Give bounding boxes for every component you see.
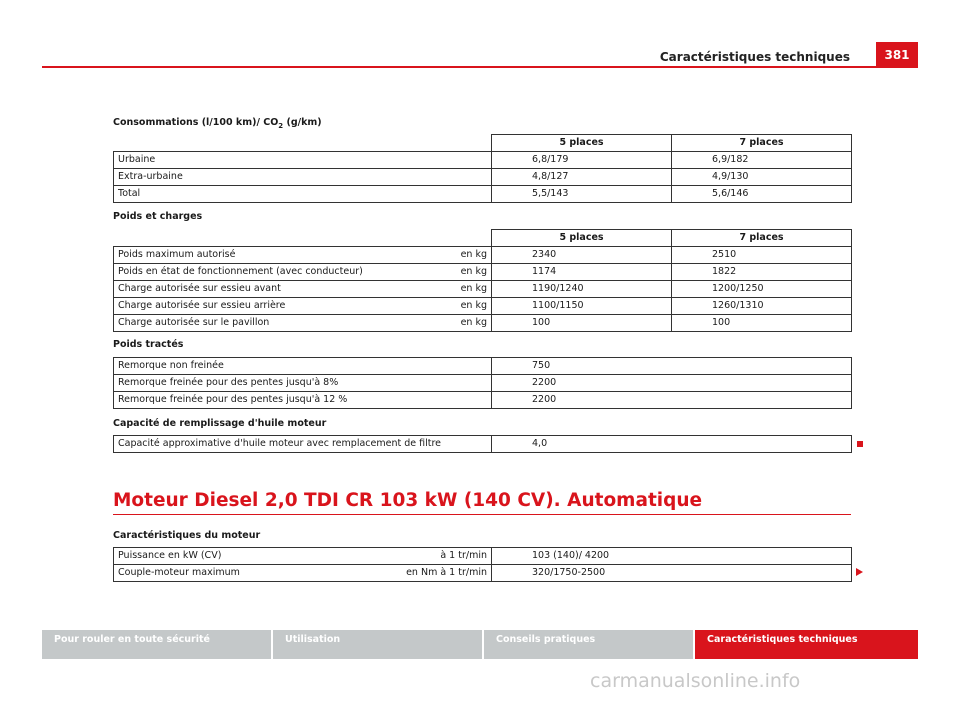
engine-label: Caractéristiques du moteur: [113, 530, 261, 541]
table-row: [114, 169, 852, 186]
row-unit: en kg: [436, 281, 492, 298]
table-row: [114, 186, 852, 203]
oil-label: Capacité de remplissage d'huile moteur: [113, 418, 327, 429]
oil-table: [113, 435, 852, 453]
table-row: [114, 358, 852, 375]
table-header-cell: 7 places: [672, 135, 852, 152]
table-row: [114, 565, 852, 582]
row-label: Poids maximum autorisé: [114, 247, 436, 264]
row-label: Remorque freinée pour des pentes jusqu'à 12 %: [114, 392, 492, 409]
row-value: 4,8/127: [492, 169, 672, 186]
row-value: 2510: [672, 247, 852, 264]
section-end-marker-icon: [857, 441, 863, 447]
row-unit: en kg: [436, 247, 492, 264]
consumption-table: [113, 134, 852, 203]
row-value: 1190/1240: [492, 281, 672, 298]
table-row: [114, 548, 852, 565]
table-header-cell: 7 places: [672, 230, 852, 247]
table-header-cell: 5 places: [492, 135, 672, 152]
table-row: [114, 264, 852, 281]
weights-label: Poids et charges: [113, 211, 203, 222]
row-value: 100: [492, 315, 672, 332]
row-value: 4,9/130: [672, 169, 852, 186]
table-header-row: [114, 135, 852, 152]
table-row: [114, 375, 852, 392]
footer-tab-safety[interactable]: Pour rouler en toute sécurité: [42, 630, 271, 659]
continue-arrow-icon: [856, 568, 863, 576]
table-header-blank: [114, 230, 492, 247]
row-value: 5,5/143: [492, 186, 672, 203]
row-unit: en kg: [436, 264, 492, 281]
row-label: Charge autorisée sur le pavillon: [114, 315, 436, 332]
row-unit: à 1 tr/min: [384, 548, 492, 565]
row-value: 1174: [492, 264, 672, 281]
row-label: Total: [114, 186, 492, 203]
row-label: Remorque non freinée: [114, 358, 492, 375]
row-unit: en kg: [436, 315, 492, 332]
row-value: 2200: [492, 375, 852, 392]
engine-table: [113, 547, 852, 582]
table-row: [114, 392, 852, 409]
row-value: 320/1750-2500: [492, 565, 852, 582]
row-value: 6,8/179: [492, 152, 672, 169]
towing-label: Poids tractés: [113, 339, 184, 350]
table-row: [114, 298, 852, 315]
row-value: 103 (140)/ 4200: [492, 548, 852, 565]
table-header-row: [114, 230, 852, 247]
consumption-label: Consommations (l/100 km)/ $CO_2$ (g/km): [113, 117, 322, 130]
weights-table: [113, 229, 852, 332]
row-label: Urbaine: [114, 152, 492, 169]
row-label: Puissance en kW (CV): [114, 548, 384, 565]
row-label: Extra-urbaine: [114, 169, 492, 186]
row-label: Charge autorisée sur essieu avant: [114, 281, 436, 298]
row-value: 100: [672, 315, 852, 332]
table-header-blank: [114, 135, 492, 152]
row-value: 1822: [672, 264, 852, 281]
table-row: [114, 281, 852, 298]
row-value: 4,0: [492, 436, 852, 453]
page-number: 381: [876, 42, 918, 66]
table-header-cell: 5 places: [492, 230, 672, 247]
section-title: Moteur Diesel 2,0 TDI CR 103 kW (140 CV). Automatique: [113, 490, 703, 511]
row-value: 1100/1150: [492, 298, 672, 315]
row-value: 1200/1250: [672, 281, 852, 298]
row-value: 1260/1310: [672, 298, 852, 315]
row-label: Charge autorisée sur essieu arrière: [114, 298, 436, 315]
footer-tab-technical[interactable]: Caractéristiques techniques: [695, 630, 918, 659]
row-value: 750: [492, 358, 852, 375]
row-value: 2200: [492, 392, 852, 409]
header-rule: [42, 66, 918, 68]
table-row: [114, 436, 852, 453]
footer-tab-usage[interactable]: Utilisation: [273, 630, 482, 659]
row-label: Remorque freinée pour des pentes jusqu'à 8%: [114, 375, 492, 392]
table-row: [114, 315, 852, 332]
row-value: 6,9/182: [672, 152, 852, 169]
title-rule: [113, 514, 851, 515]
page-header-title: Caractéristiques techniques: [659, 50, 850, 64]
towing-table: [113, 357, 852, 409]
row-label: Poids en état de fonctionnement (avec conducteur): [114, 264, 436, 281]
row-unit: en kg: [436, 298, 492, 315]
row-value: 2340: [492, 247, 672, 264]
row-label: Capacité approximative d'huile moteur avec remplacement de filtre: [114, 436, 492, 453]
row-value: 5,6/146: [672, 186, 852, 203]
table-row: [114, 152, 852, 169]
watermark: carmanualsonline.info: [590, 670, 801, 692]
row-unit: en Nm à 1 tr/min: [384, 565, 492, 582]
table-row: [114, 247, 852, 264]
row-label: Couple-moteur maximum: [114, 565, 384, 582]
footer-tab-tips[interactable]: Conseils pratiques: [484, 630, 693, 659]
